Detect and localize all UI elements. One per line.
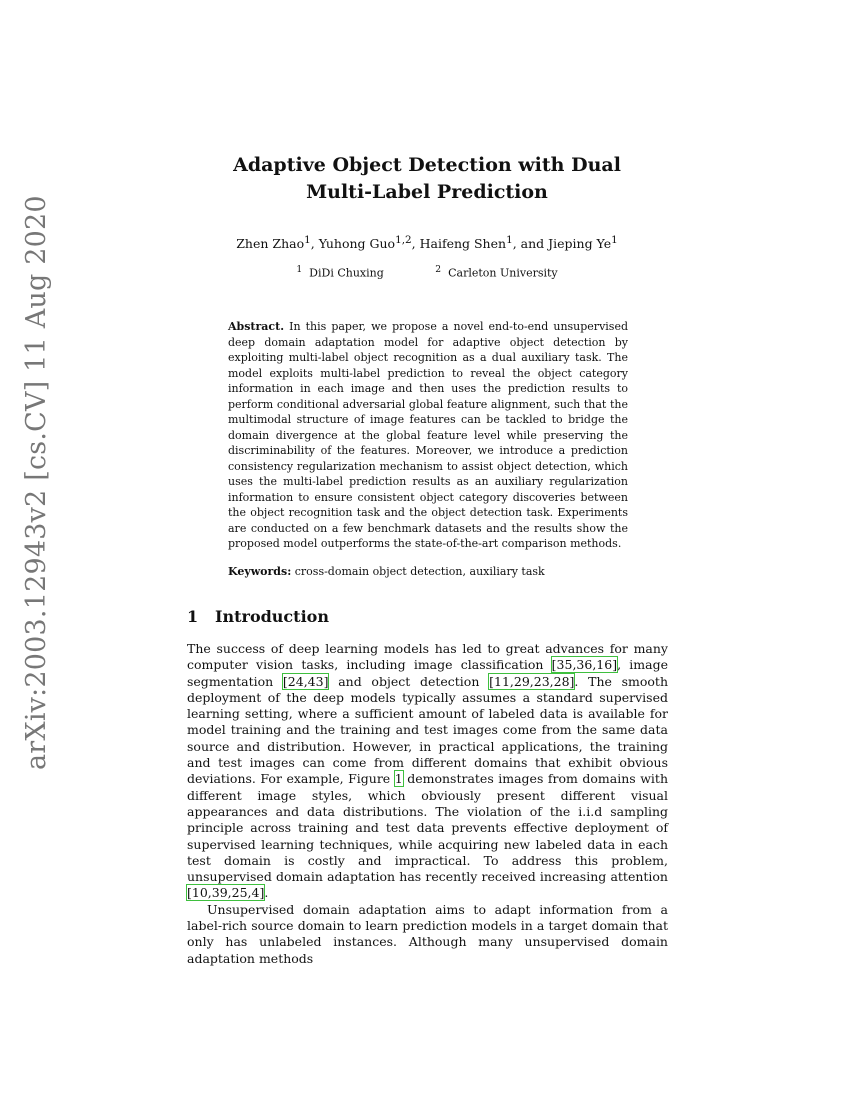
paper-title (186, 152, 668, 206)
paragraph-text: demonstrates images from domains with different image styles, which obviously present different visual appearances and data distributions. The violation of the i.i.d sampling principle across training and test data prevents effective deployment of supervised learning techniques, while acquiring new labeled data in each test domain is costly and impractical. To address this problem, unsupervised domain adaptation has recently received increasing attention (187, 771, 669, 885)
keywords-text: cross-domain object detection, auxiliary task (291, 565, 545, 578)
affiliation-marker: 2 (435, 264, 442, 275)
abstract-text: In this paper, we propose a novel end-to-end unsupervised deep domain adaptation model for adaptive object detection by exploiting multi-label object recognition as a dual auxiliary task. The model exploits multi-label prediction to reveal the object category information in each image and then uses the prediction results to perform conditional adversarial global feature alignment, such that the multimodal structure of image features can be tackled to bridge the domain divergence at the global feature level while preserving the discriminability of the features. Moreover, we introduce a prediction consistency regularization mechanism to assist object detection, which uses the multi-label prediction results as an auxiliary regularization information to ensure consistent object category discoveries between the object recognition task and the object detection task. Experiments are conducted on a few benchmark datasets and the results show the proposed model outperforms the state-of-the-art comparison methods. (228, 320, 628, 550)
author-affiliation-marker: 1 (506, 234, 513, 246)
affiliation-name: Carleton University (448, 266, 558, 280)
intro-paragraph-2: Unsupervised domain adaptation aims to adapt information from a label-rich source domain to learn prediction models in a target domain that only has unlabeled instances. Although many unsupervised domain adaptation methods (187, 901, 668, 966)
section-title: Introduction (215, 607, 329, 626)
abstract (228, 319, 628, 552)
paragraph-text: . The smooth deployment of the deep models typically assumes a standard supervised learning setting, where a sufficient amount of labeled data is available for model training and the training and test images come from the same data source and distribution. However, in practical applications, the training and test images can come from different domains that exhibit obvious deviations. For example, Figure (187, 673, 669, 787)
paragraph-text: The success of deep learning models has led to great advances for many computer vision tasks, including image classification (187, 641, 668, 673)
citation-link[interactable]: [11,29,23,28] (489, 673, 575, 689)
author-affiliation-marker: 1 (611, 234, 618, 246)
author-name: Yuhong Guo (318, 236, 396, 252)
intro-paragraph-1 (187, 641, 668, 902)
figure-reference-link[interactable]: 1 (394, 771, 403, 787)
affiliation (435, 262, 557, 282)
abstract-label: Abstract. (228, 320, 285, 333)
author-separator: , and (512, 236, 549, 252)
author-name: Haifeng Shen (419, 236, 507, 252)
keywords-label: Keywords: (228, 565, 292, 578)
author-separator: , (310, 236, 319, 252)
affiliation-marker: 1 (296, 264, 303, 275)
arxiv-identifier-margin (18, 195, 58, 770)
paragraph-text: , image segmentation (187, 657, 668, 689)
citation-link[interactable]: [35,36,16] (551, 657, 618, 673)
keywords (228, 564, 628, 579)
section-heading (187, 606, 329, 628)
paper-title-line-2: Multi-Label Prediction (306, 181, 548, 203)
author-separator: , (411, 236, 420, 252)
arxiv-identifier: arXiv:2003.12943v2 [cs.CV] 11 Aug 2020 (21, 195, 52, 770)
author-name: Zhen Zhao (236, 236, 305, 252)
author-affiliation-marker: 1,2 (395, 234, 412, 246)
citation-link[interactable]: [10,39,25,4] (187, 885, 265, 901)
affiliation-list (186, 262, 668, 282)
affiliation (296, 262, 383, 282)
author-affiliation-marker: 1 (304, 234, 311, 246)
paragraph-text: . (264, 885, 269, 901)
affiliation-name: DiDi Chuxing (309, 266, 384, 280)
section-number: 1 (187, 607, 199, 626)
introduction-body (187, 641, 668, 967)
paragraph-text: and object detection (328, 673, 490, 689)
paper-title-line-1: Adaptive Object Detection with Dual (233, 154, 621, 176)
author-name: Jieping Ye (548, 236, 612, 252)
citation-link[interactable]: [24,43] (282, 673, 329, 689)
author-list (186, 231, 668, 253)
